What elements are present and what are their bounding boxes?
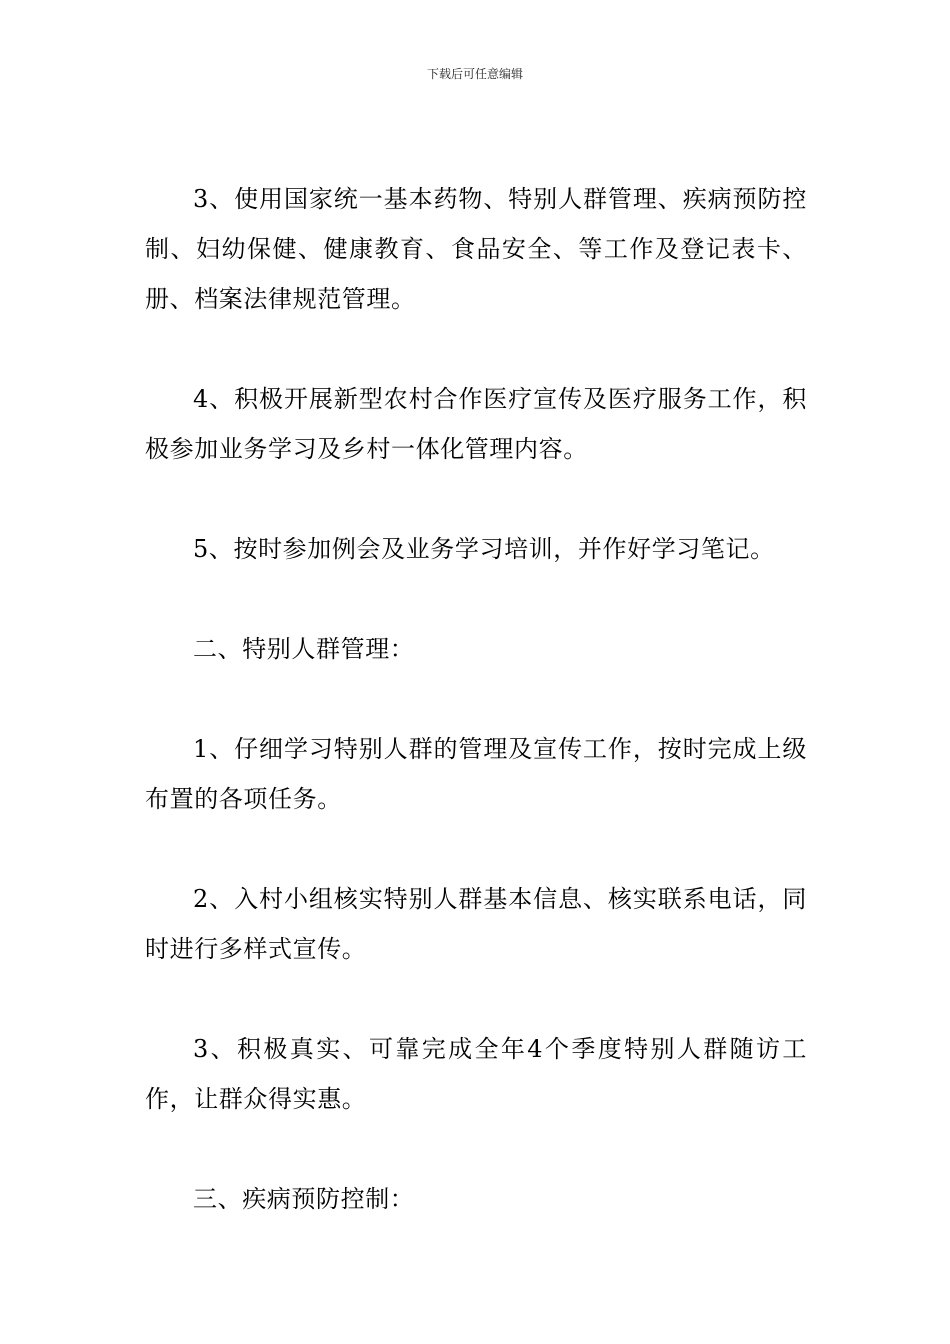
paragraph-gap bbox=[145, 474, 807, 524]
paragraph-gap bbox=[145, 324, 807, 374]
paragraph-gap bbox=[145, 974, 807, 1024]
section-heading-disease-control: 三、疾病预防控制： bbox=[193, 1185, 415, 1213]
paragraph-item-3b: 3、积极真实、可靠完成全年4个季度特别人群随访工作，让群众得实惠。 bbox=[145, 1035, 807, 1113]
paragraph-gap bbox=[145, 674, 807, 724]
paragraph-gap bbox=[145, 1124, 807, 1174]
document-body bbox=[145, 174, 807, 1224]
paragraph-gap bbox=[145, 824, 807, 874]
page-header: 下载后可任意编辑 bbox=[426, 67, 523, 81]
paragraph-item-3: 3、使用国家统一基本药物、特别人群管理、疾病预防控制、妇幼保健、健康教育、食品安全、等工作及登记表卡、册、档案法律规范管理。 bbox=[145, 185, 807, 313]
paragraph-item-5: 5、按时参加例会及业务学习培训，并作好学习笔记。 bbox=[193, 535, 775, 563]
paragraph-item-4: 4、积极开展新型农村合作医疗宣传及医疗服务工作，积极参加业务学习及乡村一体化管理内容。 bbox=[145, 385, 807, 463]
paragraph-gap bbox=[145, 574, 807, 624]
section-heading-special-population: 二、特别人群管理： bbox=[193, 635, 415, 663]
paragraph-item-1: 1、仔细学习特别人群的管理及宣传工作，按时完成上级布置的各项任务。 bbox=[145, 735, 807, 813]
paragraph-item-2: 2、入村小组核实特别人群基本信息、核实联系电话，同时进行多样式宣传。 bbox=[145, 885, 807, 963]
